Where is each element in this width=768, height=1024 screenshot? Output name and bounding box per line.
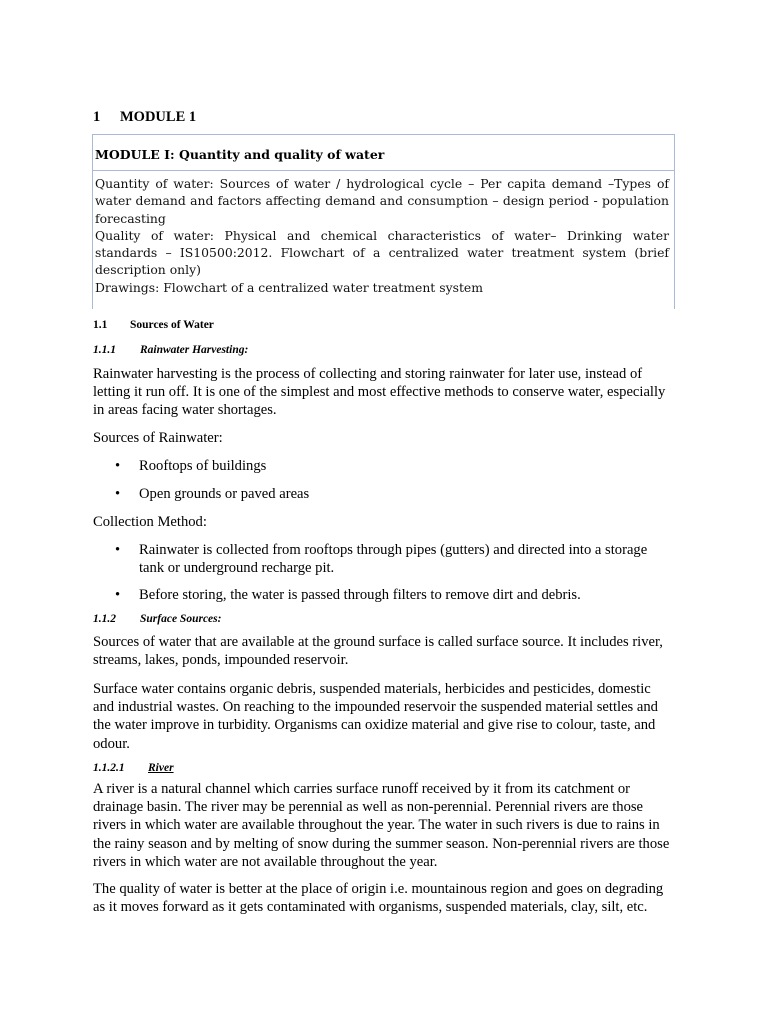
river-paragraph-2: The quality of water is better at the place of origin i.e. mountainous region and goes on degrading as it moves forward as it gets contaminated with organisms, suspended materials, clay, silt, etc. <box>93 881 664 916</box>
section-title: Rainwater Harvesting: <box>140 344 249 356</box>
section-number: 1.1.2.1 <box>93 762 125 774</box>
surface-paragraph-1: Sources of water that are available at the ground surface is called surface source. It includes river, streams, lakes, ponds, impounded reservoir. <box>93 634 663 669</box>
bullet-item: • Before storing, the water is passed through filters to remove dirt and debris. <box>139 586 674 604</box>
section-heading-1-1-1 <box>93 344 248 356</box>
section-title: Surface Sources: <box>140 613 222 625</box>
module-heading-number: 1 <box>93 109 101 125</box>
syllabus-box <box>92 134 675 309</box>
bullet-item: • Open grounds or paved areas <box>139 485 674 503</box>
syllabus-line: Quality of water: Physical and chemical characteristics of water– Drinking water standards – IS10500:2012. Flowchart of a centralized water treatment system (brief description only) <box>95 227 669 278</box>
section-number: 1.1 <box>93 319 108 331</box>
section-number: 1.1.1 <box>93 344 116 356</box>
syllabus-line: Quantity of water: Sources of water / hydrological cycle – Per capita demand –Types of water demand and factors affecting demand and consumption – design period - population forecasting <box>95 176 669 226</box>
section-heading-1-1-2 <box>93 613 221 625</box>
module-heading-title: MODULE 1 <box>120 109 197 125</box>
bullet-item: • Rooftops of buildings <box>139 457 674 475</box>
rainwater-intro-paragraph: Rainwater harvesting is the process of collecting and storing rainwater for later use, instead of letting it run off. It is one of the simplest and most effective methods to conserve water, especially in areas facing water shortages. <box>93 366 666 419</box>
sources-label: Sources of Rainwater: <box>93 430 223 446</box>
method-label: Collection Method: <box>93 514 207 530</box>
section-number: 1.1.2 <box>93 613 116 625</box>
river-paragraph-1: A river is a natural channel which carries surface runoff received by it from its catchment or drainage basin. The river may be perennial as well as non-perennial. Perennial rivers are those rivers in which water are available throughout the year. The water in such rivers is due to rains in the rainy season and by melting of snow during the summer season. Non-perennial rivers are those rivers in which water are not available throughout the year. <box>93 781 670 870</box>
section-title: River <box>148 762 174 774</box>
bullet-item: • Rainwater is collected from rooftops through pipes (gutters) and directed into a storage tank or underground recharge pit. <box>139 541 674 577</box>
section-heading-1-1 <box>93 319 214 331</box>
section-heading-1-1-2-1 <box>93 762 174 774</box>
syllabus-body <box>93 171 674 296</box>
module-heading <box>93 109 196 126</box>
surface-paragraph-2: Surface water contains organic debris, suspended materials, herbicides and pesticides, domestic and industrial wastes. On reaching to the impounded reservoir the suspended material settles and the water improve in turbidity. Organisms can oxidize material and give rise to colour, taste, and odour. <box>93 681 658 752</box>
syllabus-title: MODULE I: Quantity and quality of water <box>93 135 674 171</box>
syllabus-line: Drawings: Flowchart of a centralized water treatment system <box>95 279 484 295</box>
section-title: Sources of Water <box>130 319 214 331</box>
